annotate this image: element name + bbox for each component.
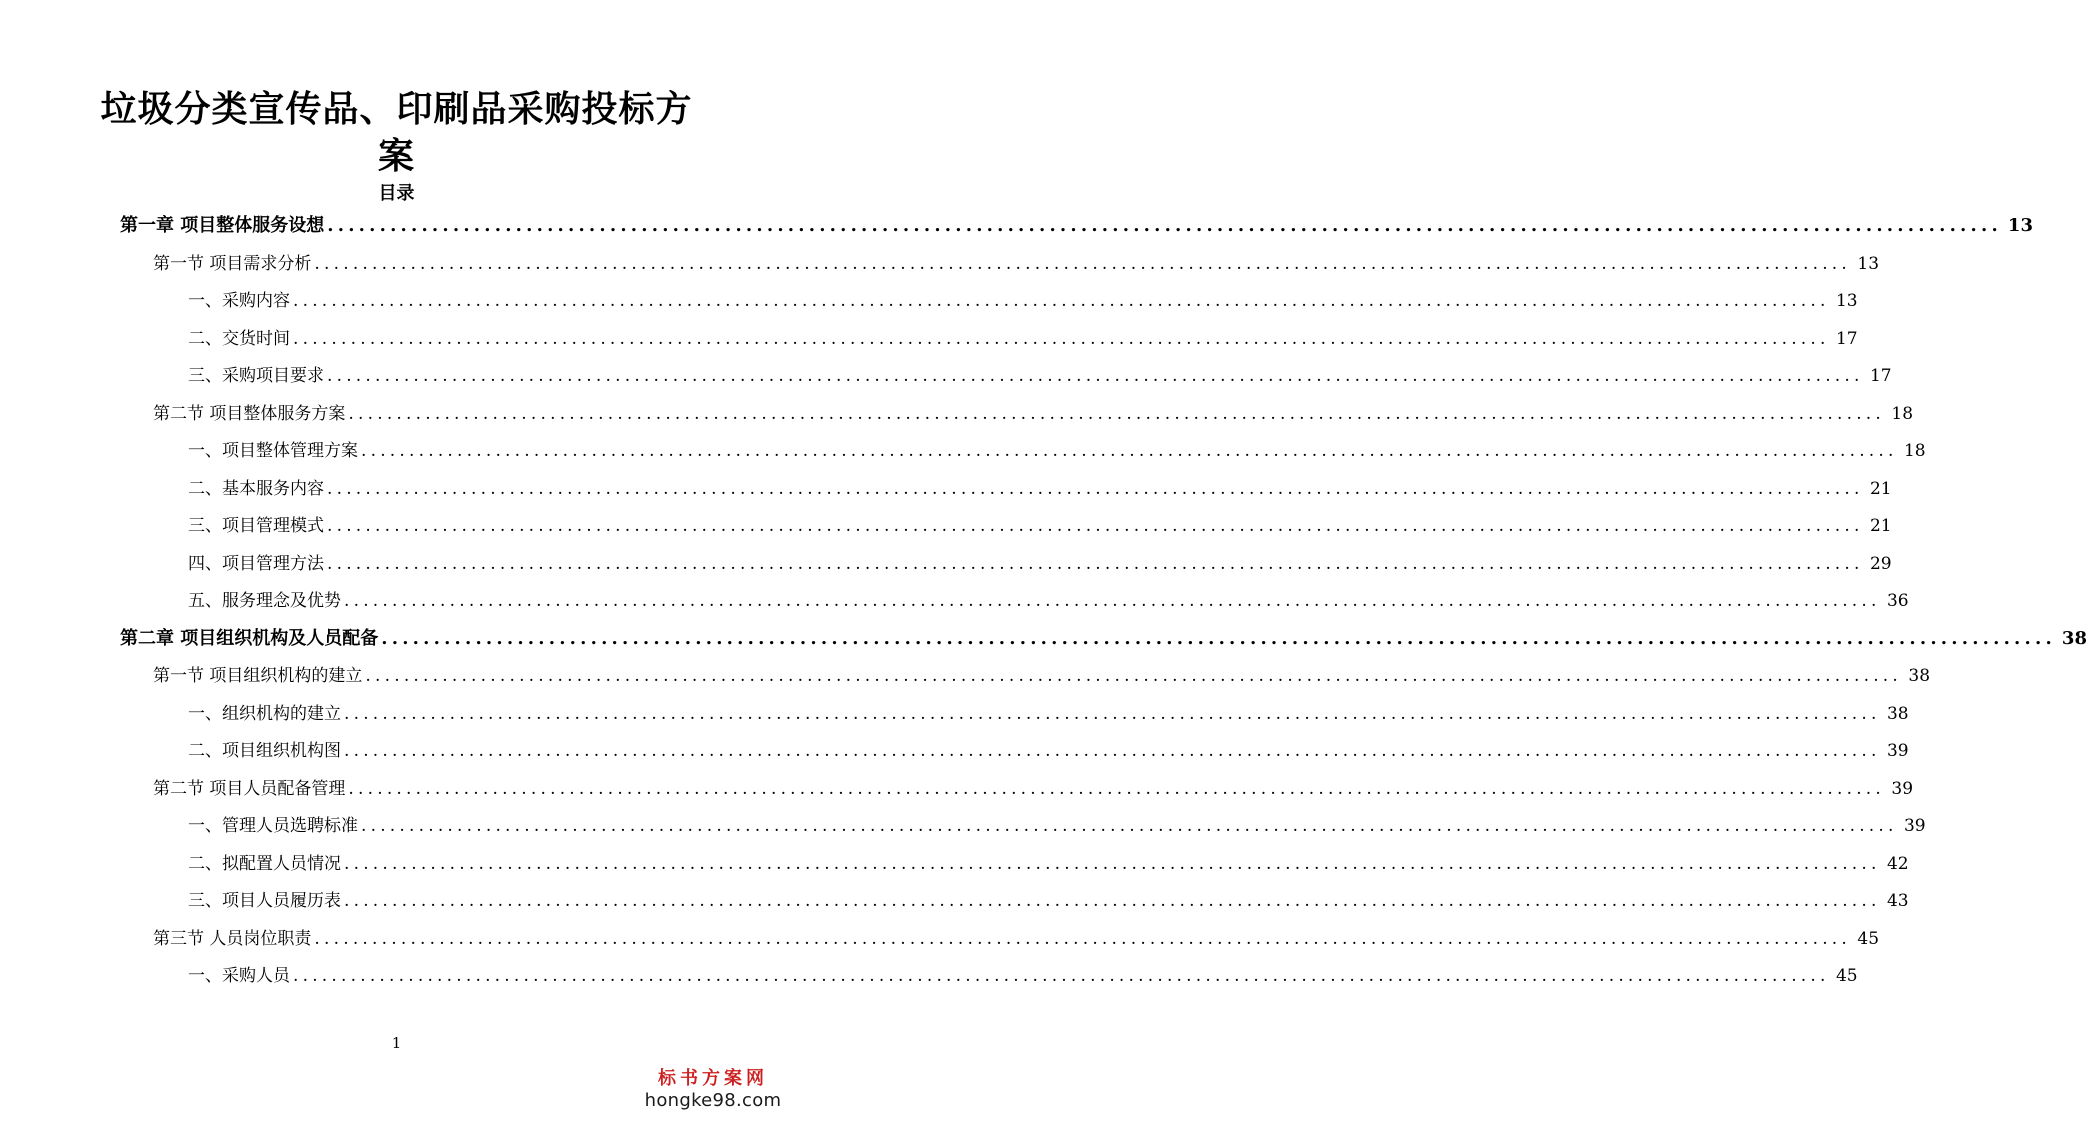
toc-entry-page: 21 [1869, 478, 1892, 499]
toc-entry[interactable] [153, 775, 1914, 803]
toc-dot-leader: ................................................................................................................................................................ [344, 891, 1881, 911]
toc-entry-page: 36 [1886, 591, 1909, 611]
toc-dot-leader: ................................................................................................................................................................ [293, 328, 1830, 349]
toc-entry-title: 第一章 项目整体服务设想 [120, 215, 325, 236]
toc-entry[interactable] [188, 962, 1858, 990]
toc-entry-title: 三、项目管理模式 [188, 516, 324, 536]
toc-entry[interactable] [153, 400, 1914, 428]
toc-entry-title: 第三节 人员岗位职责 [153, 928, 312, 949]
toc-entry[interactable] [188, 475, 1892, 503]
toc-entry[interactable] [188, 887, 1909, 915]
toc-entry[interactable] [153, 250, 1880, 278]
toc-entry[interactable] [188, 850, 1909, 878]
toc-entry-title: 一、项目整体管理方案 [188, 441, 358, 461]
toc-entry-page: 18 [1903, 441, 1926, 461]
toc-entry[interactable] [188, 700, 1909, 728]
toc-entry-page: 13 [2007, 215, 2033, 236]
toc-dot-leader: ................................................................................................................................................................ [344, 741, 1881, 761]
watermark-title: 标书方案网 [658, 1068, 768, 1089]
toc-dot-leader: ................................................................................................................................................................ [314, 253, 1852, 274]
toc-entry-title: 二、拟配置人员情况 [188, 853, 341, 874]
toc-entry-title: 五、服务理念及优势 [188, 591, 341, 611]
title-line-2: 案 [377, 135, 415, 177]
toc-entry[interactable] [188, 362, 1892, 390]
watermark [643, 1068, 783, 1112]
toc-heading: 目录 [378, 183, 415, 204]
toc-dot-leader: ................................................................................................................................................................ [314, 928, 1852, 949]
toc-entry[interactable] [188, 325, 1858, 353]
toc-dot-leader: ................................................................................................................................................................ [361, 816, 1898, 836]
toc-entry-title: 第一节 项目组织机构的建立 [153, 666, 363, 686]
toc-dot-leader: ................................................................................................................................................................ [344, 591, 1881, 611]
toc-entry[interactable] [120, 625, 2087, 653]
toc-entry-title: 第一节 项目需求分析 [153, 253, 312, 274]
toc-entry[interactable] [188, 512, 1892, 540]
toc-entry-page: 18 [1891, 403, 1914, 424]
toc-entry-page: 17 [1869, 366, 1892, 386]
toc-entry-title: 第二章 项目组织机构及人员配备 [120, 627, 379, 649]
toc-entry-page: 42 [1886, 853, 1909, 874]
toc-entry[interactable] [188, 437, 1926, 465]
toc-dot-leader: ................................................................................................................................................................ [327, 215, 2002, 236]
toc-entry-page: 39 [1886, 741, 1909, 761]
toc-entry-title: 一、管理人员选聘标准 [188, 816, 358, 836]
toc-entry[interactable] [188, 587, 1909, 615]
watermark-url: hongke98.com [644, 1090, 782, 1111]
toc-entry-title: 一、采购内容 [188, 291, 290, 311]
toc-entry[interactable] [188, 550, 1892, 578]
toc-dot-leader: ................................................................................................................................................................ [361, 441, 1898, 461]
page-number: 1 [391, 1034, 402, 1052]
document-title [100, 86, 693, 180]
toc-entry-page: 43 [1886, 891, 1909, 911]
toc-dot-leader: ................................................................................................................................................................ [293, 966, 1830, 986]
toc-entry[interactable] [153, 925, 1880, 953]
toc-dot-leader: ................................................................................................................................................................ [327, 516, 1864, 536]
toc-entry-page: 38 [1886, 703, 1909, 724]
toc-entry[interactable] [120, 212, 2033, 240]
toc-dot-leader: ................................................................................................................................................................ [344, 853, 1881, 874]
toc-entry-page: 13 [1857, 253, 1880, 274]
toc-dot-leader: ................................................................................................................................................................ [365, 666, 1903, 686]
toc-dot-leader: ................................................................................................................................................................ [348, 778, 1886, 799]
toc-dot-leader: ................................................................................................................................................................ [327, 553, 1864, 574]
toc-entry-page: 39 [1903, 816, 1926, 836]
toc-dot-leader: ................................................................................................................................................................ [293, 291, 1830, 311]
toc-entry-page: 29 [1869, 553, 1892, 574]
toc-dot-leader: ................................................................................................................................................................ [381, 627, 2056, 649]
title-line-1: 垃圾分类宣传品、印刷品采购投标方 [100, 88, 693, 130]
toc-entry-page: 21 [1869, 516, 1892, 536]
toc-entry-page: 38 [1908, 666, 1931, 686]
toc-entry-page: 38 [2061, 627, 2087, 649]
toc-entry-title: 二、项目组织机构图 [188, 741, 341, 761]
toc-entry-page: 39 [1891, 778, 1914, 799]
toc-entry-page: 17 [1835, 328, 1858, 349]
toc-entry-title: 二、基本服务内容 [188, 478, 324, 499]
toc-entry[interactable] [188, 812, 1926, 840]
toc-entry-title: 三、采购项目要求 [188, 366, 324, 386]
toc-entry-page: 13 [1835, 291, 1858, 311]
toc-entry[interactable] [153, 662, 1931, 690]
toc-entry-page: 45 [1857, 928, 1880, 949]
toc-dot-leader: ................................................................................................................................................................ [327, 478, 1864, 499]
toc-entry-title: 一、组织机构的建立 [188, 703, 341, 724]
toc-entry-title: 二、交货时间 [188, 328, 290, 349]
toc-dot-leader: ................................................................................................................................................................ [344, 703, 1881, 724]
toc-entry-title: 三、项目人员履历表 [188, 891, 341, 911]
toc-dot-leader: ................................................................................................................................................................ [348, 403, 1886, 424]
toc-entry-title: 第二节 项目人员配备管理 [153, 778, 346, 799]
toc-dot-leader: ................................................................................................................................................................ [327, 366, 1864, 386]
toc-entry[interactable] [188, 287, 1858, 315]
toc-entry[interactable] [188, 737, 1909, 765]
toc-entry-title: 第二节 项目整体服务方案 [153, 403, 346, 424]
toc-entry-page: 45 [1835, 966, 1858, 986]
toc-entry-title: 一、采购人员 [188, 966, 290, 986]
toc-entry-title: 四、项目管理方法 [188, 553, 324, 574]
